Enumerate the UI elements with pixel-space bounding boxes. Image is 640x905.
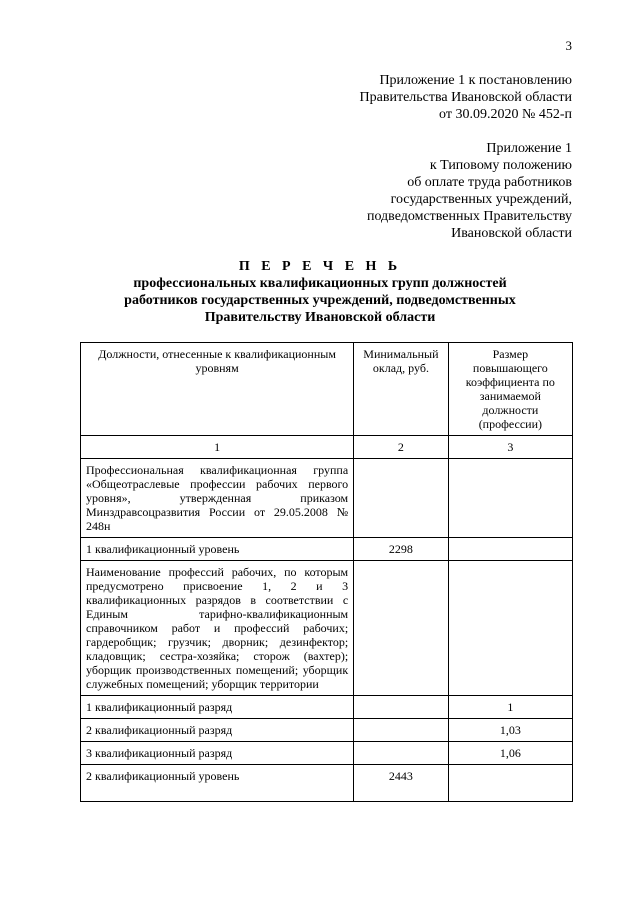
table-cell-coefficient [448,459,572,538]
column-index: 1 [81,436,354,459]
table-cell-position: 1 квалификационный уровень [81,538,354,561]
table-cell-coefficient [448,765,572,802]
table-row [81,742,573,765]
table-cell-position: 1 квалификационный разряд [81,696,354,719]
header-coefficient: Размер повышающего коэффициента по занимаемой должности (профессии) [448,343,572,436]
page-number: 3 [565,38,572,53]
table-cell-position: 2 квалификационный уровень [81,765,354,802]
table-cell-coefficient: 1,03 [448,719,572,742]
table-cell-position: 3 квалификационный разряд [81,742,354,765]
table-header-row [81,343,573,436]
document-title [60,258,580,326]
column-index: 3 [448,436,572,459]
column-index: 2 [354,436,449,459]
table-cell-salary [354,459,449,538]
table-row [81,719,573,742]
table-cell-salary: 2298 [354,538,449,561]
table-row [81,561,573,696]
appendix-line: об оплате труда работников [407,175,572,190]
appendix-reference-regulation [367,140,572,242]
table-cell-salary [354,719,449,742]
title-main: П Е Р Е Ч Е Н Ь [238,259,402,274]
table-cell-salary [354,561,449,696]
table-cell-coefficient [448,561,572,696]
appendix-line: к Типовому положению [429,158,572,173]
table-cell-coefficient: 1,06 [448,742,572,765]
appendix-line: Ивановской области [451,226,572,241]
table-index-row [81,436,573,459]
table-row [81,765,573,802]
title-line: профессиональных квалификационных групп должностей [133,276,507,291]
appendix-line: Приложение 1 к постановлению [379,73,572,88]
table-cell-salary: 2443 [354,765,449,802]
appendix-line: от 30.09.2020 № 452-п [439,107,572,122]
table-cell-salary [354,696,449,719]
table-cell-position: Профессиональная квалификационная группа «Общеотраслевые профессии рабочих первого уровня», утвержденная приказом Минздравсоцразвития России от 29.05.2008 № 248н [81,459,354,538]
table-row [81,696,573,719]
appendix-line: подведомственных Правительству [366,209,572,224]
header-min-salary: Минимальный оклад, руб. [354,343,449,436]
table-row [81,538,573,561]
appendix-line: Приложение 1 [486,141,572,156]
appendix-reference-resolution [360,72,572,123]
table-row [81,459,573,538]
appendix-line: государственных учреждений, [390,192,572,207]
table-cell-coefficient: 1 [448,696,572,719]
title-line: Правительству Ивановской области [204,310,436,325]
qualification-table [80,342,573,802]
table-cell-coefficient [448,538,572,561]
table-cell-salary [354,742,449,765]
appendix-line: Правительства Ивановской области [359,90,572,105]
title-line: работников государственных учреждений, подведомственных [124,293,516,308]
table-cell-position: Наименование профессий рабочих, по которым предусмотрено присвоение 1, 2 и 3 квалификационных разрядов в соответствии с Единым тарифно-квалификационным справочником работ и профессий рабочих; гардеробщик; грузчик; дворник; дезинфектор; кладовщик; сестра-хозяйка; сторож (вахтер); уборщик производственных помещений; уборщик служебных помещений; уборщик территории [81,561,354,696]
header-positions: Должности, отнесенные к квалификационным уровням [81,343,354,436]
table-cell-position: 2 квалификационный разряд [81,719,354,742]
